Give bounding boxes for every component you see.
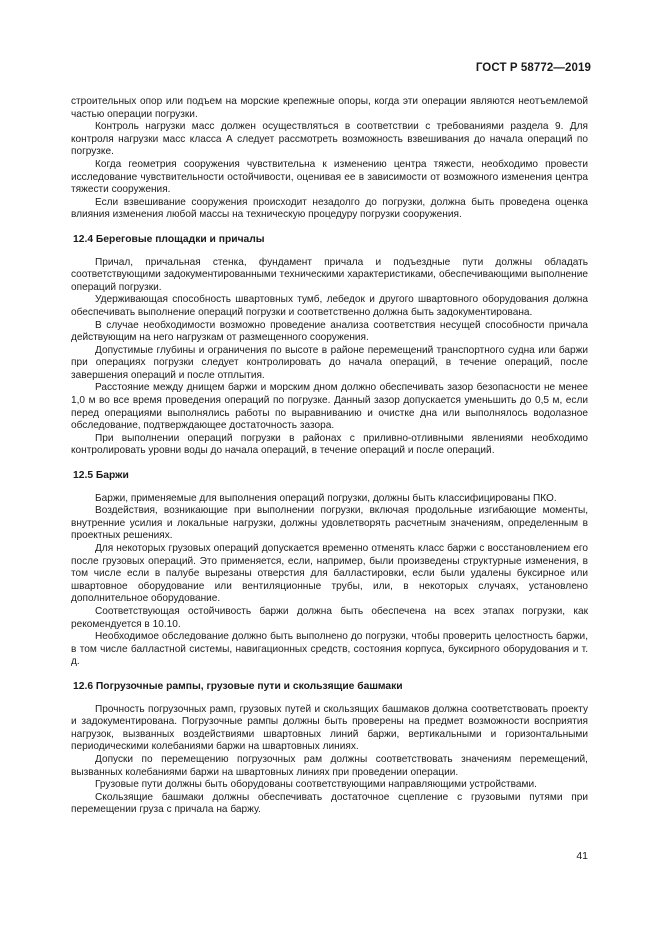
paragraph: строительных опор или подъем на морские крепежные опоры, когда эти операции являются неотъемлемой частью операции погрузки. (71, 96, 588, 120)
paragraph: Если взвешивание сооружения происходит незадолго до погрузки, должна быть проведена оценка влияния изменения любой массы на техническую процедуру погрузки сооружения. (71, 196, 588, 221)
paragraph: Когда геометрия сооружения чувствительна к изменению центра тяжести, необходимо провести исследование чувствительности остойчивости, оценивая ее в зависимости от возможного изменения центра тяжести сооружения. (71, 158, 588, 196)
section-heading-12-5: 12.5 Баржи (73, 470, 129, 482)
paragraph: Скользящие башмаки должны обеспечивать достаточное сцепление с грузовыми путями при перемещении груза с причала на баржу. (71, 791, 588, 816)
paragraph: Причал, причальная стенка, фундамент причала и подъездные пути должны обладать соответствующими задокументированными техническими характеристиками, обеспечивающими выполнение операций погрузки. (71, 256, 588, 293)
paragraph: Необходимое обследование должно быть выполнено до погрузки, чтобы проверить целостность баржи, в том числе балластной системы, навигационных средств, состояния корпуса, буксирного оборудования и т. д. (71, 631, 588, 668)
paragraph: Баржи, применяемые для выполнения операций погрузки, должны быть классифицированы ПКО. (95, 492, 557, 504)
paragraph: Прочность погрузочных рамп, грузовых путей и скользящих башмаков должна соответствовать проекту и задокументирована. Погрузочные рампы должны быть проверены на предмет возможности восприятия нагрузок, вызванных воздействиями швартовных линий баржи, вертикальными и горизонтальными периодическими колебаниями баржи на швартовных линиях. (71, 703, 588, 753)
paragraph: Допустимые глубины и ограничения по высоте в районе перемещений транспортного судна или баржи при операциях погрузки следует контролировать до начала операций, в течение операций, после завершения операций и после отплытия. (71, 344, 588, 381)
paragraph: Контроль нагрузки масс должен осуществляться в соответствии с требованиями раздела 9. Для контроля нагрузки масс класса А следует рассмотреть возможность взвешивания до начала операций по погрузке. (71, 121, 588, 158)
paragraph: Соответствующая остойчивость баржи должна быть обеспечена на всех этапах погрузки, как рекомендуется в 10.10. (71, 605, 588, 630)
section-heading-12-6: 12.6 Погрузочные рампы, грузовые пути и скользящие башмаки (73, 680, 403, 692)
paragraph: При выполнении операций погрузки в районах с приливно-отливными явлениями необходимо контролировать уровни воды до начала операций, в течение операций и после операций. (71, 432, 588, 457)
section-heading-12-4: 12.4 Береговые площадки и причалы (73, 233, 265, 245)
paragraph: Удерживающая способность швартовных тумб, лебедок и другого швартовного оборудования должна обеспечивать выполнение операций погрузки и соответственно должна быть задокументирована. (71, 294, 588, 318)
page-number: 41 (576, 850, 588, 862)
paragraph: Грузовые пути должны быть оборудованы соответствующими направляющими устройствами. (95, 779, 537, 791)
document-body (71, 96, 588, 817)
paragraph: Для некоторых грузовых операций допускается временно отменять класс баржи с восстановлением его после грузовых операций. Это применяется, если, например, были произведены структурные изменения, в том числе если в палубе вырезаны отверстия для балластировки, если были удалены буксирное или швартовное оборудование или вентиляционные трубы, или, в некоторых случаях, установлено дополнительное оборудование. (71, 543, 588, 605)
paragraph: Допуски по перемещению погрузочных рам должны соответствовать значениям перемещений, вызванных колебаниями баржи на швартовных линиях при проведении операции. (71, 753, 588, 778)
paragraph: В случае необходимости возможно проведение анализа соответствия несущей способности причала действующим на него нагрузкам от размещенного сооружения. (71, 319, 588, 344)
standard-code: ГОСТ Р 58772—2019 (475, 62, 591, 74)
paragraph: Расстояние между днищем баржи и морским дном должно обеспечивать зазор безопасности не менее 1,0 м во все время проведения операций по погрузке. Данный зазор допускается уменьшить до 0,5 м, если перед операциями выполнялись работы по выравниванию и очистке дна или выполнялось водолазное обследование, подтверждающее достаточность зазора. (71, 382, 588, 432)
paragraph: Воздействия, возникающие при выполнении погрузки, включая продольные изгибающие моменты, внутренние усилия и локальные нагрузки, должны удовлетворять расчетным значениям, определенным в проектных решениях. (71, 505, 588, 542)
